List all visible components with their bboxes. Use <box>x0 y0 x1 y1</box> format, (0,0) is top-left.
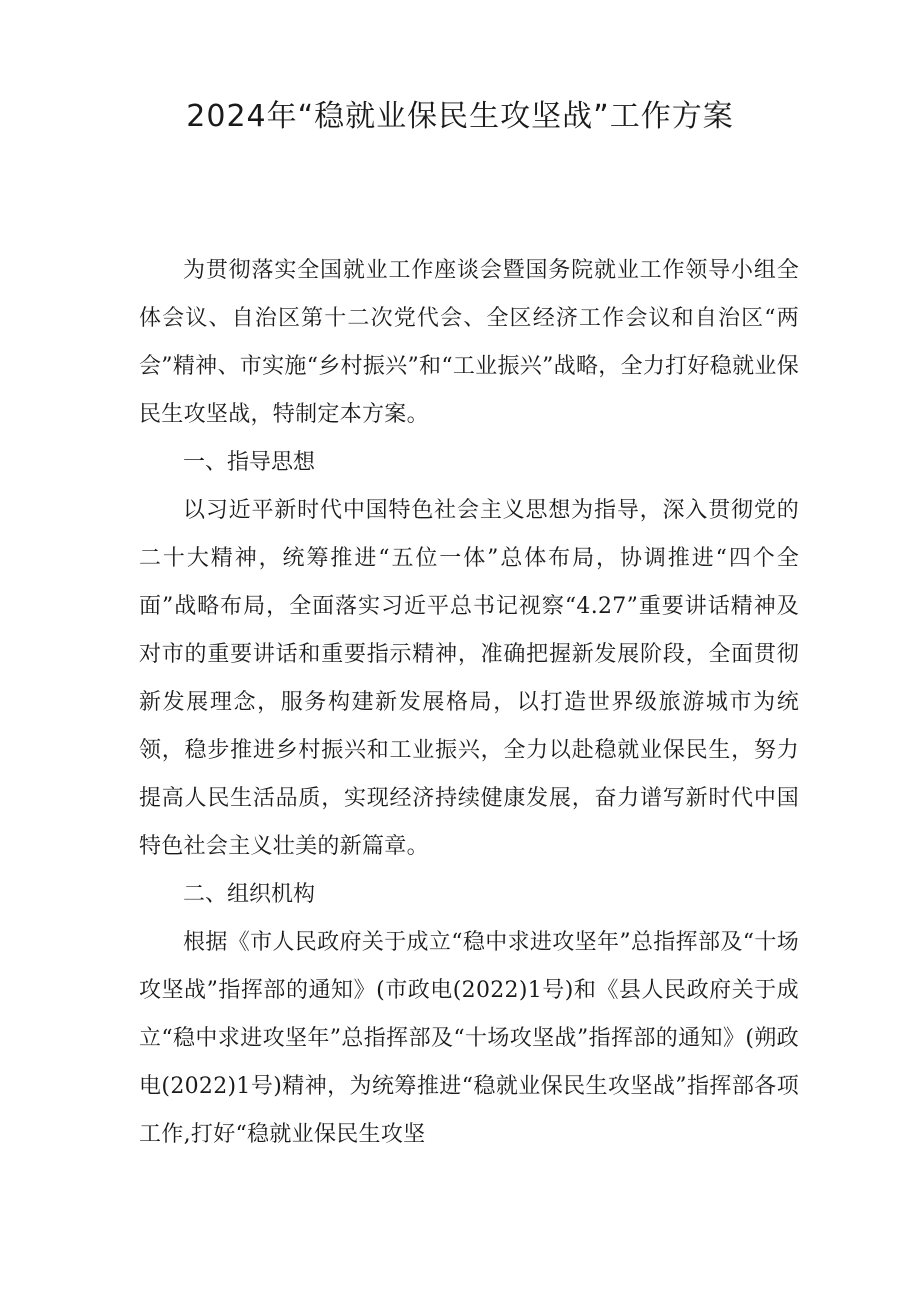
section-paragraph-organization: 根据《市人民政府关于成立“稳中求进攻坚年”总指挥部及“十场攻坚战”指挥部的通知》(市政电(2022)1号)和《县人民政府关于成立“稳中求进攻坚年”总指挥部及“十场攻坚战”指挥部的通知》(朔政电(2022)1号)精神，为统筹推进“稳就业保民生攻坚战”指挥部各项工作,打好“稳就业保民生攻坚 <box>139 930 799 1147</box>
document-body <box>139 247 799 1159</box>
section-heading-guiding-ideology: 一、指导思想 <box>183 450 316 475</box>
document-title: 2024年“稳就业保民生攻坚战”工作方案 <box>186 99 734 134</box>
section-paragraph-guiding-ideology: 以习近平新时代中国特色社会主义思想为指导，深入贯彻党的二十大精神，统筹推进“五位一体”总体布局，协调推进“四个全面”战略布局，全面落实习近平总书记视察“4.27”重要讲话精神及对市的重要讲话和重要指示精神，准确把握新发展阶段，全面贯彻新发展理念，服务构建新发展格局，以打造世界级旅游城市为统领，稳步推进乡村振兴和工业振兴，全力以赴稳就业保民生，努力提高人民生活品质，实现经济持续健康发展，奋力谱写新时代中国特色社会主义壮美的新篇章。 <box>139 498 799 859</box>
intro-paragraph: 为贯彻落实全国就业工作座谈会暨国务院就业工作领导小组全体会议、自治区第十二次党代会、全区经济工作会议和自治区“两会”精神、市实施“乡村振兴”和“工业振兴”战略，全力打好稳就业保民生攻坚战，特制定本方案。 <box>139 258 799 427</box>
section-heading-organization: 二、组织机构 <box>183 882 316 907</box>
